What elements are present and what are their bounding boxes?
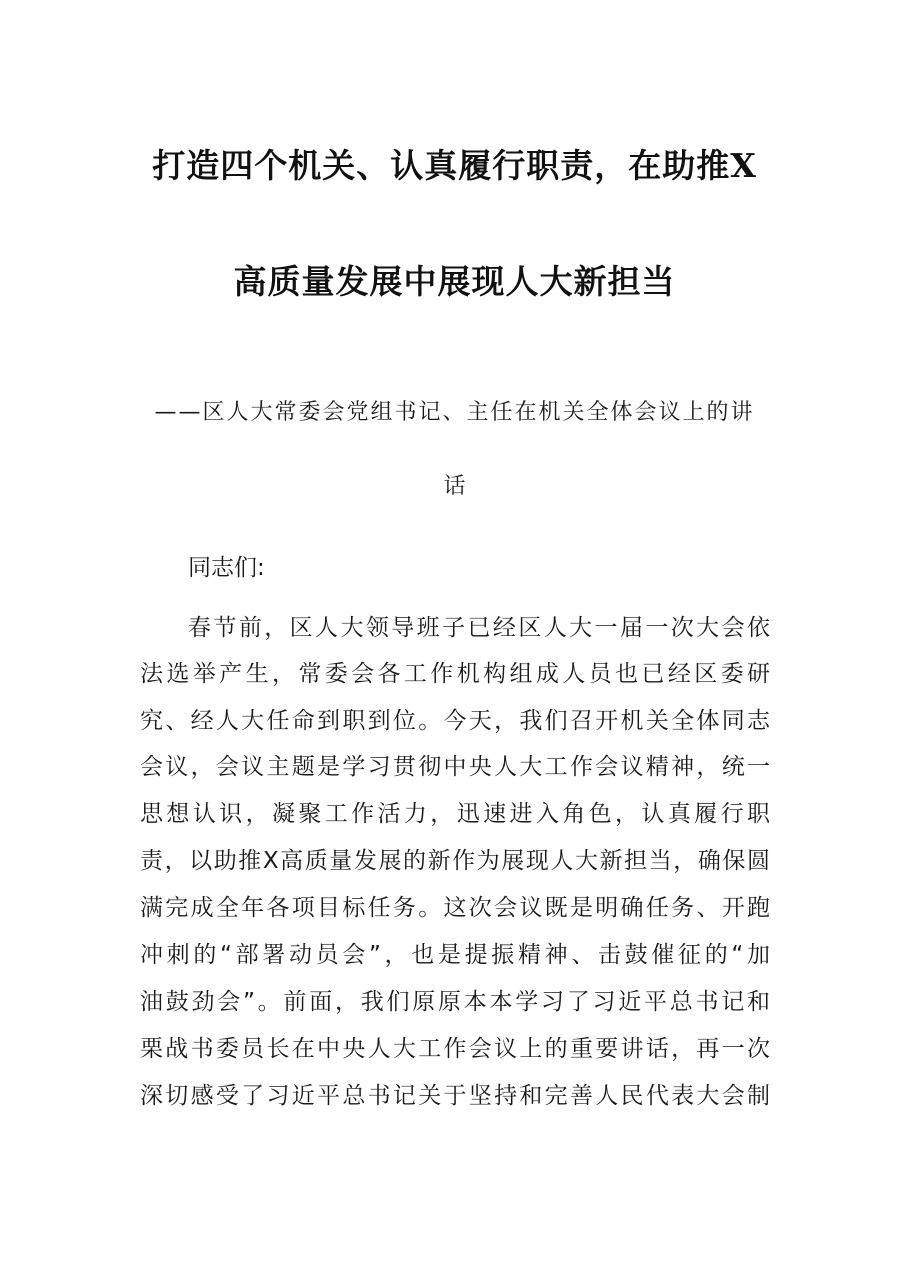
paragraph-line: 满完成全年各项目标任务。这次会议既是明确任务、开跑 bbox=[140, 895, 770, 921]
paragraph-line: 深切感受了习近平总书记关于坚持和完善人民代表大会制 bbox=[140, 1083, 770, 1109]
subtitle-line-1: ——区人大常委会党组书记、主任在机关全体会议上的讲 bbox=[154, 400, 755, 425]
subtitle-line-2: 话 bbox=[443, 474, 466, 499]
paragraph-line: 油鼓劲会”。前面，我们原原本本学习了习近平总书记和 bbox=[140, 989, 770, 1015]
paragraph-line: 思想认识，凝聚工作活力，迅速进入角色，认真履行职 bbox=[140, 801, 770, 827]
paragraph-line: 究、经人大任命到职到位。今天，我们召开机关全体同志 bbox=[140, 708, 770, 734]
paragraph-line: 冲刺的“部署动员会”，也是提振精神、击鼓催征的“加 bbox=[140, 942, 770, 968]
title-line-1: 打造四个机关、认真履行职责，在助推X bbox=[152, 146, 757, 185]
paragraph-line: 春节前，区人大领导班子已经区人大一届一次大会依 bbox=[188, 615, 770, 641]
paragraph-line: 责，以助推X高质量发展的新作为展现人大新担当，确保圆 bbox=[140, 848, 770, 874]
paragraph-line: 会议，会议主题是学习贯彻中央人大工作会议精神，统一 bbox=[140, 754, 770, 780]
title-line-2: 高质量发展中展现人大新担当 bbox=[233, 262, 676, 301]
salutation: 同志们: bbox=[188, 555, 265, 581]
paragraph-line: 法选举产生，常委会各工作机构组成人员也已经区委研 bbox=[140, 661, 770, 687]
paragraph-line: 栗战书委员长在中央人大工作会议上的重要讲话，再一次 bbox=[140, 1036, 770, 1062]
